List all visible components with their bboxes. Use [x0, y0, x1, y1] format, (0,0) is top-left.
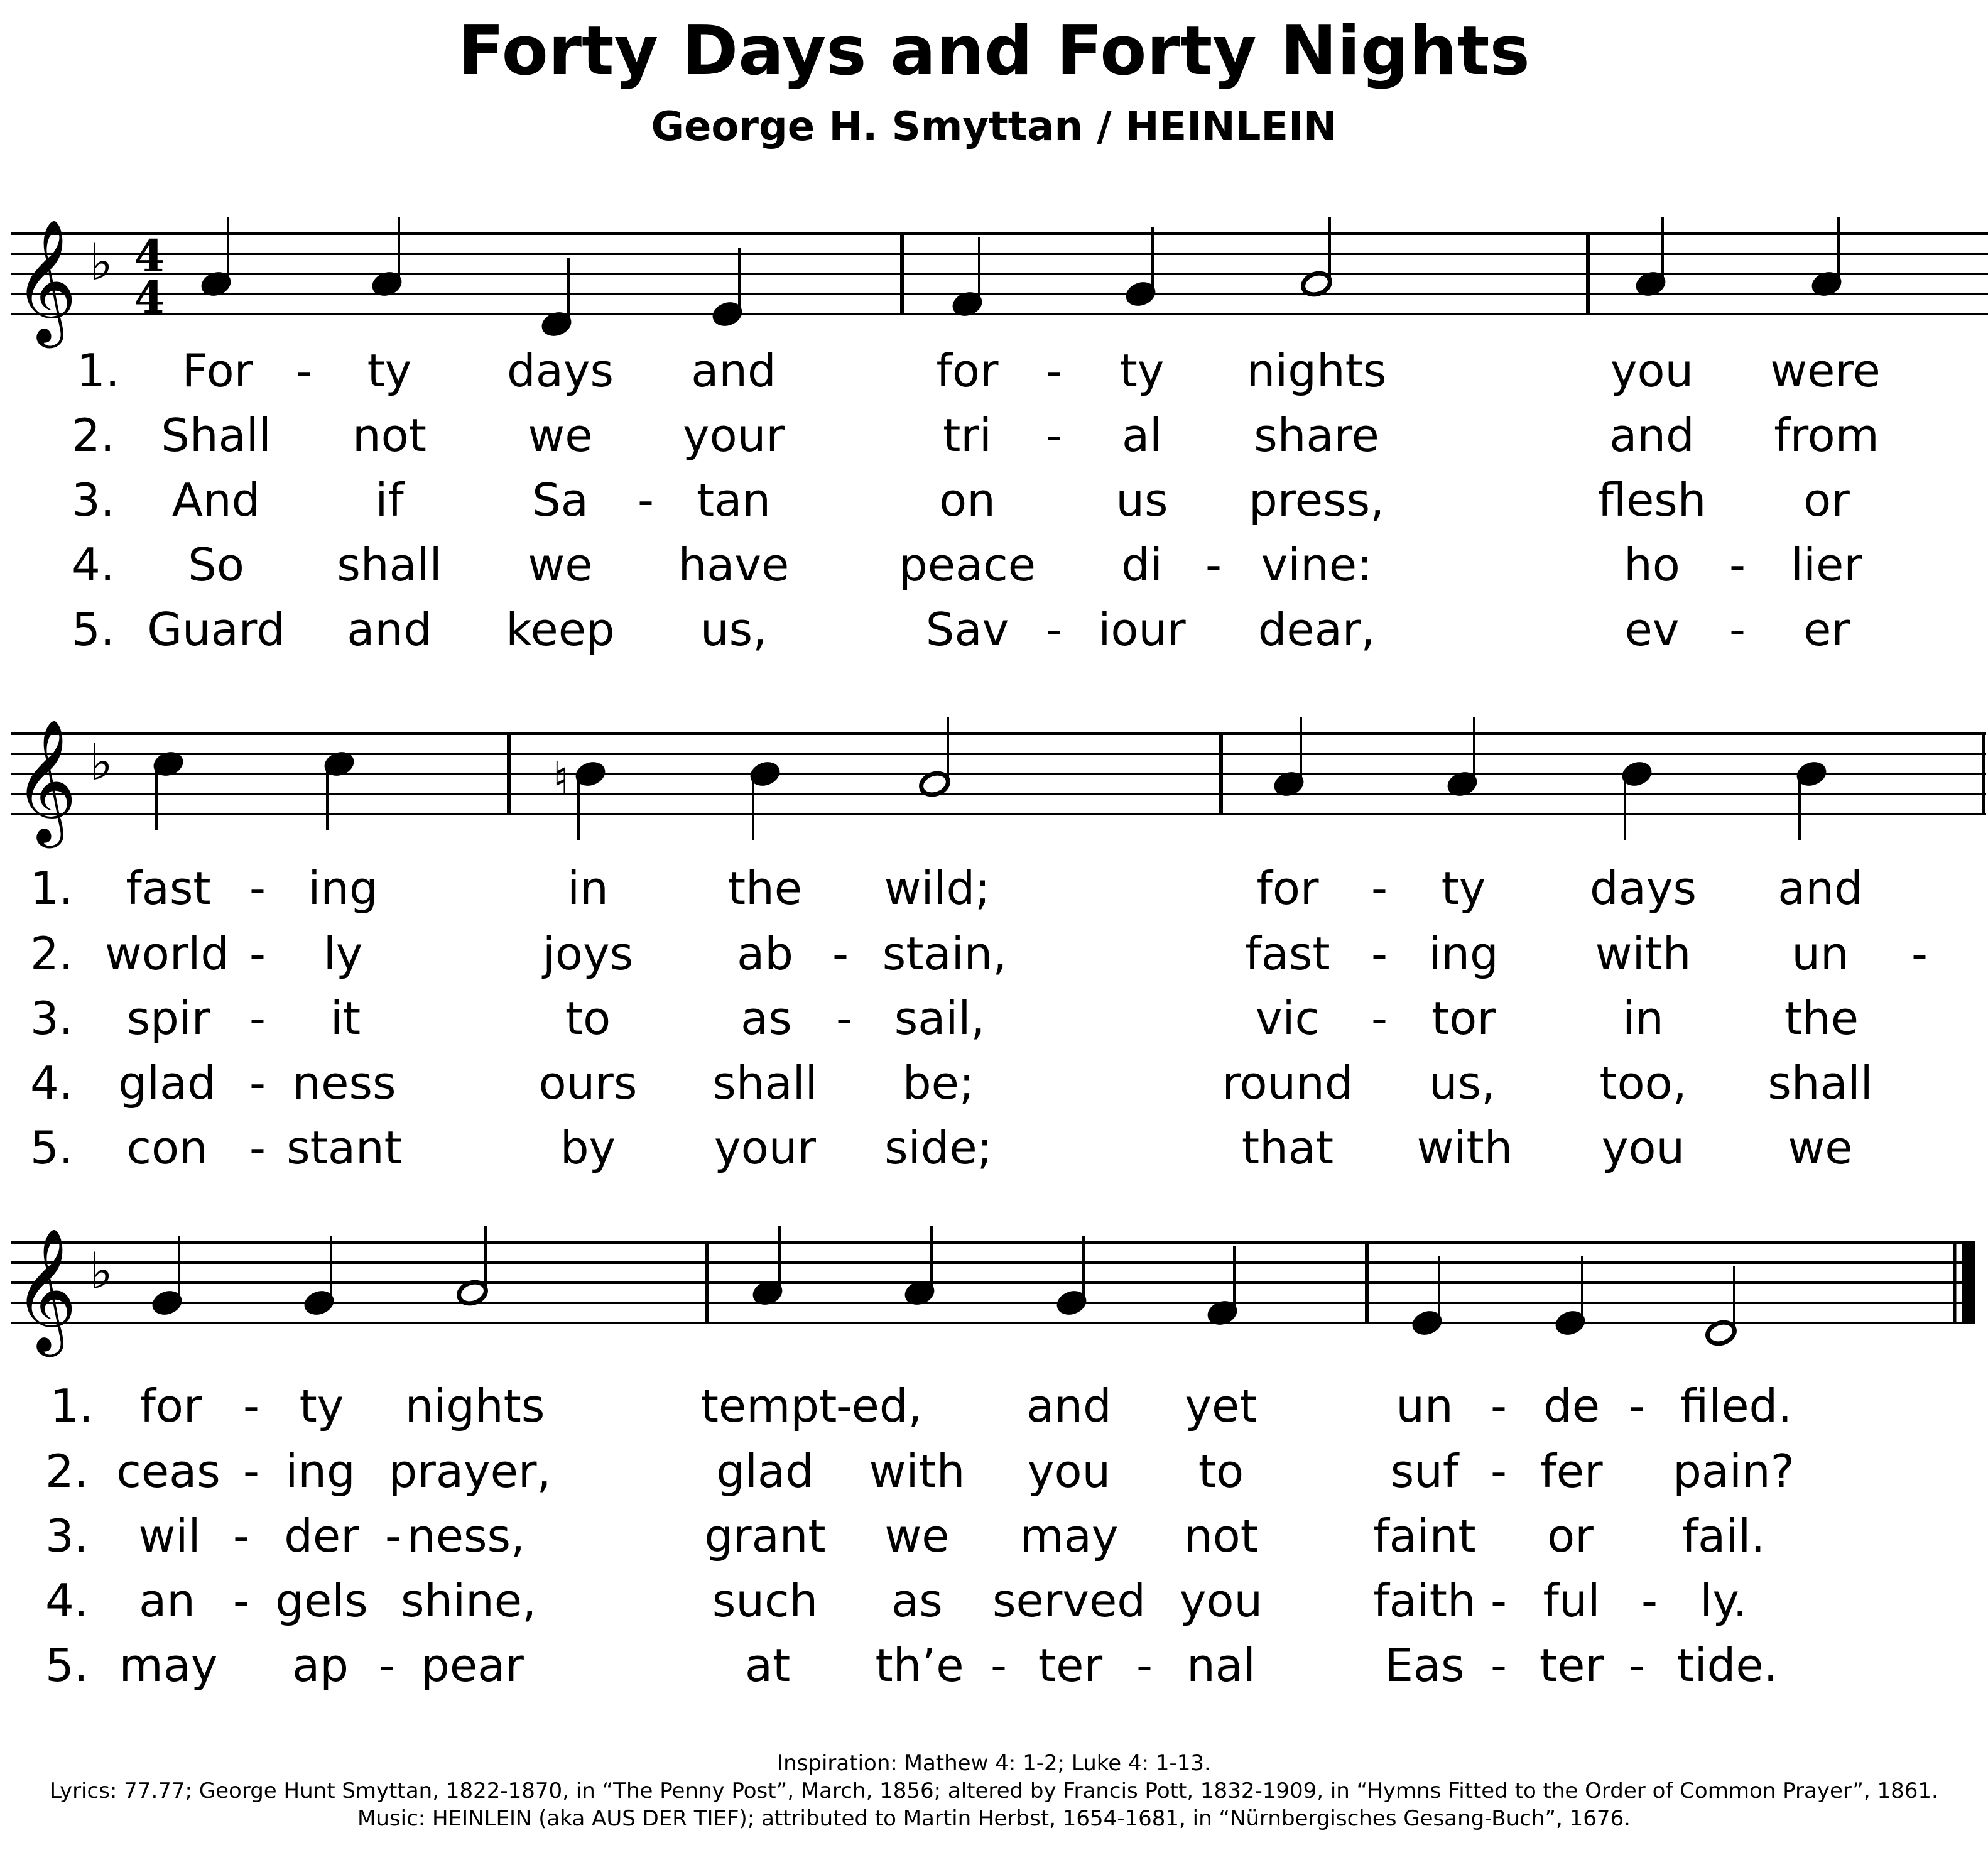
syllable: de: [1543, 1379, 1600, 1432]
syllable: -: [832, 927, 849, 980]
syllable: -: [385, 1510, 401, 1562]
syllable: we: [528, 409, 593, 462]
verse-line: [0, 1440, 1988, 1503]
verse-number: 3.: [45, 1510, 89, 1562]
syllable: ful: [1543, 1574, 1600, 1627]
syllable: round: [1222, 1057, 1354, 1109]
hymn-title: Forty Days and Forty Nights: [458, 12, 1530, 90]
syllable: iour: [1098, 603, 1186, 656]
syllable: ness: [292, 1057, 396, 1109]
notes: [151, 1226, 1975, 1347]
syllable: to: [1198, 1445, 1244, 1498]
syllable: not: [352, 409, 426, 462]
verse-number: 5.: [30, 1121, 73, 1174]
svg-text:4: 4: [134, 271, 165, 324]
syllable: ing: [285, 1445, 356, 1498]
syllable: ab: [737, 927, 793, 980]
music-credit: Music: HEINLEIN (aka AUS DER TIEF); attributed to Martin Herbst, 1654-1681, in “Nürnbergisches Gesang-Buch”, 1676.: [357, 1806, 1631, 1831]
syllable: you: [1601, 1121, 1685, 1174]
syllable: -: [243, 1445, 259, 1498]
syllable: were: [1770, 344, 1881, 397]
syllable: gels: [275, 1574, 368, 1627]
syllable: shall: [712, 1057, 818, 1109]
syllable: days: [507, 344, 614, 397]
syllable: ty: [299, 1379, 344, 1432]
syllable: Sa: [532, 474, 589, 526]
syllable: have: [678, 538, 790, 591]
syllable: too,: [1599, 1057, 1687, 1109]
syllable: may: [119, 1639, 218, 1692]
syllable: wild;: [884, 862, 991, 915]
verse-line: [0, 1374, 1988, 1437]
syllable: shine,: [401, 1574, 536, 1627]
syllable: with: [1416, 1121, 1513, 1174]
syllable: may: [1019, 1510, 1119, 1562]
svg-text:𝄞: 𝄞: [14, 1227, 77, 1352]
syllable: days: [1590, 862, 1697, 915]
syllable: if: [375, 474, 404, 526]
verse-number: 3.: [72, 474, 115, 526]
syllable: di: [1121, 538, 1163, 591]
syllable: we: [884, 1510, 950, 1562]
syllable: ty: [1119, 344, 1165, 397]
syllable: For: [182, 344, 253, 397]
syllable: joys: [542, 927, 634, 980]
syllable: and: [1026, 1379, 1112, 1432]
verse-number: 4.: [45, 1574, 89, 1627]
syllable: -: [1491, 1445, 1507, 1498]
syllable: flesh: [1597, 474, 1707, 526]
syllable: fail.: [1681, 1510, 1766, 1562]
verse-number: 2.: [45, 1445, 89, 1498]
syllable: Guard: [147, 603, 285, 656]
syllable: -: [249, 1121, 266, 1174]
syllable: -: [1491, 1574, 1507, 1627]
syllable: -: [233, 1510, 249, 1562]
syllable: -: [638, 474, 654, 526]
syllable: tri: [943, 409, 992, 462]
syllable: nal: [1187, 1639, 1256, 1692]
syllable: Sav: [925, 603, 1009, 656]
syllable: ap: [292, 1639, 349, 1692]
syllable: it: [330, 992, 361, 1045]
syllable: such: [712, 1574, 818, 1627]
syllable: and: [691, 344, 776, 397]
syllable: ing: [1428, 927, 1499, 980]
verse-number: 4.: [72, 538, 115, 591]
inspiration-credit: Inspiration: Mathew 4: 1-2; Luke 4: 1-13.: [777, 1751, 1211, 1776]
syllable: from: [1774, 409, 1879, 462]
syllable: fer: [1540, 1445, 1603, 1498]
syllable: you: [1027, 1445, 1111, 1498]
syllable: world: [104, 927, 230, 980]
syllable: And: [171, 474, 261, 526]
syllable: the: [1784, 992, 1859, 1045]
syllable: sail,: [894, 992, 986, 1045]
syllable: glad: [716, 1445, 814, 1498]
syllable: al: [1121, 409, 1163, 462]
hymn-subtitle: George H. Smyttan / HEINLEIN: [651, 104, 1337, 150]
syllable: -: [249, 992, 266, 1045]
syllable: th’e: [875, 1639, 964, 1692]
syllable: with: [1595, 927, 1692, 980]
syllable: for: [139, 1379, 202, 1432]
syllable: -: [1729, 603, 1746, 656]
syllable: peace: [898, 538, 1036, 591]
treble-clef-icon: [14, 1227, 77, 1357]
verse-line: [0, 1504, 1988, 1567]
syllable: tan: [697, 474, 771, 526]
syllable: stain,: [882, 927, 1008, 980]
verse-number: 2.: [72, 409, 115, 462]
syllable: pear: [421, 1639, 524, 1692]
syllable: on: [939, 474, 996, 526]
syllable: tor: [1431, 992, 1496, 1045]
syllable: your: [683, 409, 785, 462]
syllable: with: [869, 1445, 965, 1498]
verse-number: 1.: [77, 344, 120, 397]
syllable: as: [741, 992, 792, 1045]
syllable: -: [243, 1379, 259, 1432]
syllable: -: [249, 862, 266, 915]
syllable: glad: [118, 1057, 216, 1109]
syllable: ho: [1624, 538, 1680, 591]
syllable: spir: [126, 992, 210, 1045]
syllable: for: [936, 344, 999, 397]
syllable: un: [1396, 1379, 1453, 1432]
syllable: stant: [286, 1121, 402, 1174]
svg-text:𝄞: 𝄞: [14, 219, 77, 343]
syllable: at: [744, 1639, 791, 1692]
syllable: ness,: [407, 1510, 525, 1562]
syllable: vic: [1255, 992, 1320, 1045]
syllable: wil: [138, 1510, 201, 1562]
syllable: ceas: [116, 1445, 220, 1498]
syllable: dear,: [1257, 603, 1376, 656]
syllable: pain?: [1673, 1445, 1795, 1498]
syllable: -: [296, 344, 312, 397]
syllable: -: [1046, 409, 1062, 462]
syllable: for: [1256, 862, 1319, 915]
flat-key-signature-icon: [89, 1242, 113, 1300]
syllable: side;: [884, 1121, 992, 1174]
verse-line: [0, 1634, 1988, 1697]
syllable: and: [1609, 409, 1695, 462]
syllable: that: [1241, 1121, 1334, 1174]
syllable: nights: [405, 1379, 545, 1432]
svg-text:♭: ♭: [89, 733, 113, 792]
syllable: shall: [1768, 1057, 1873, 1109]
syllable: us,: [1428, 1057, 1496, 1109]
syllable: tide.: [1676, 1639, 1778, 1692]
syllable: an: [139, 1574, 195, 1627]
syllable: -: [1371, 862, 1388, 915]
syllable: -: [1491, 1379, 1507, 1432]
syllable: us,: [700, 603, 768, 656]
syllable: -: [1371, 992, 1388, 1045]
svg-text:♭: ♭: [89, 1242, 113, 1300]
syllable: ty: [1441, 862, 1486, 915]
syllable: keep: [506, 603, 615, 656]
syllable: faint: [1373, 1510, 1476, 1562]
syllable: faith: [1373, 1574, 1476, 1627]
syllable: your: [714, 1121, 816, 1174]
syllable: Eas: [1384, 1639, 1465, 1692]
syllable: in: [1622, 992, 1664, 1045]
natural-sign-icon: ♮: [553, 752, 569, 803]
verse-number: 4.: [30, 1057, 73, 1109]
verse-number: 3.: [30, 992, 73, 1045]
syllable: tempt: [700, 1379, 837, 1432]
syllable: nights: [1246, 344, 1387, 397]
syllable: -: [249, 927, 266, 980]
syllable: ter: [1539, 1639, 1604, 1692]
syllable: -: [1629, 1379, 1645, 1432]
syllable: -: [836, 992, 852, 1045]
verse-number: 1.: [50, 1379, 94, 1432]
syllable: press,: [1249, 474, 1384, 526]
svg-text:𝄞: 𝄞: [14, 719, 77, 843]
syllable: grant: [704, 1510, 826, 1562]
verse-number: 5.: [72, 603, 115, 656]
syllable: the: [727, 862, 803, 915]
syllable: un: [1791, 927, 1849, 980]
syllable: ing: [308, 862, 378, 915]
syllable: be;: [902, 1057, 975, 1109]
syllable: -: [1629, 1639, 1645, 1692]
syllable: in: [567, 862, 609, 915]
syllable: ty: [367, 344, 412, 397]
syllable: -: [1911, 927, 1928, 980]
syllable: Shall: [161, 409, 271, 462]
syllable: fast: [1245, 927, 1330, 980]
syllable: and: [347, 603, 432, 656]
syllable: -: [991, 1639, 1007, 1692]
syllable: filed.: [1680, 1379, 1793, 1432]
syllable: we: [1788, 1121, 1853, 1174]
verse-line: [0, 1569, 1988, 1632]
syllable: -: [1729, 538, 1746, 591]
syllable: er: [1803, 603, 1850, 656]
syllable: fast: [126, 862, 211, 915]
syllable: vine:: [1261, 538, 1372, 591]
syllable: -: [1371, 927, 1388, 980]
syllable: So: [188, 538, 244, 591]
syllable: you: [1179, 1574, 1263, 1627]
syllable: to: [565, 992, 611, 1045]
syllable: -: [249, 1057, 266, 1109]
syllable: yet: [1185, 1379, 1257, 1432]
syllable: -: [1046, 603, 1062, 656]
syllable: ter: [1038, 1639, 1103, 1692]
syllable: -: [1205, 538, 1222, 591]
syllable: ed,: [851, 1379, 923, 1432]
syllable: we: [528, 538, 593, 591]
lyrics-credit: Lyrics: 77.77; George Hunt Smyttan, 1822-1870, in “The Penny Post”, March, 1856; altered by Francis Pott, 1832-1909, in “Hymns Fitted to the Order of Common Prayer”, 1861.: [50, 1778, 1938, 1803]
syllable: or: [1803, 474, 1850, 526]
syllable: you: [1610, 344, 1694, 397]
verse-number: 2.: [30, 927, 73, 980]
syllable: der: [284, 1510, 359, 1562]
verse-number: 5.: [45, 1639, 89, 1692]
verse-number: 1.: [30, 862, 73, 915]
syllable: con: [126, 1121, 208, 1174]
syllable: by: [560, 1121, 616, 1174]
syllable: -: [233, 1574, 249, 1627]
syllable: and: [1778, 862, 1863, 915]
syllable: served: [992, 1574, 1146, 1627]
syllable: not: [1184, 1510, 1258, 1562]
syllable: share: [1254, 409, 1379, 462]
syllable: ly.: [1700, 1574, 1747, 1627]
syllable: -: [1491, 1639, 1507, 1692]
syllable: -: [379, 1639, 395, 1692]
syllable: shall: [337, 538, 442, 591]
syllable: as: [891, 1574, 943, 1627]
syllable: -: [836, 1379, 852, 1432]
svg-text:4: 4: [134, 230, 165, 282]
syllable: us: [1116, 474, 1168, 526]
syllable: prayer,: [388, 1445, 551, 1498]
syllable: -: [1641, 1574, 1658, 1627]
svg-text:♭: ♭: [89, 233, 113, 291]
syllable: ours: [538, 1057, 638, 1109]
syllable: suf: [1390, 1445, 1459, 1498]
syllable: lier: [1791, 538, 1862, 591]
syllable: or: [1547, 1510, 1594, 1562]
syllable: ev: [1624, 603, 1680, 656]
credits-footer: [0, 1749, 1988, 1832]
syllable: -: [1136, 1639, 1153, 1692]
syllable: ly: [323, 927, 363, 980]
syllable: -: [1046, 344, 1062, 397]
